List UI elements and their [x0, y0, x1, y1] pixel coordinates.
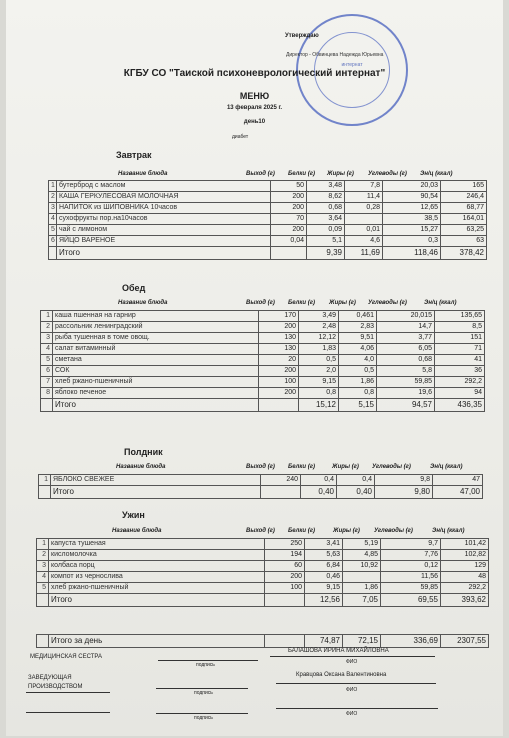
total-energy: 393,62	[441, 594, 489, 607]
dish-protein: 2,0	[299, 366, 339, 377]
row-number: 5	[37, 583, 49, 594]
col-header-carbs: Углеводы (г)	[374, 528, 413, 534]
dish-fat: 4,85	[343, 550, 381, 561]
dish-carbs: 9,7	[381, 539, 441, 550]
table-row	[41, 333, 485, 344]
dish-carbs: 14,7	[377, 322, 435, 333]
breakfast-table	[48, 180, 487, 260]
table-row	[41, 377, 485, 388]
director-line: Директор - Обвинцева Надежда Юрьевна	[286, 52, 384, 58]
row-number: 3	[37, 561, 49, 572]
row-number: 1	[37, 539, 49, 550]
table-row	[37, 572, 489, 583]
total-protein: 15,12	[299, 399, 339, 412]
row-number: 3	[49, 203, 57, 214]
dish-carbs: 38,5	[383, 214, 441, 225]
cell-empty	[265, 635, 305, 648]
col-header-protein: Белки (г)	[288, 464, 315, 470]
cell-empty	[49, 247, 57, 260]
dish-yield: 0,04	[271, 236, 307, 247]
seal-text: интернат	[341, 62, 363, 68]
section-title-dinner: Ужин	[122, 510, 145, 520]
dish-protein: 9,15	[299, 377, 339, 388]
col-header-yield: Выход (г)	[246, 464, 275, 470]
row-number: 5	[41, 355, 53, 366]
dish-protein: 2,48	[299, 322, 339, 333]
med-role: МЕДИЦИНСКАЯ СЕСТРА	[30, 654, 103, 660]
day-total-label: Итого за день	[49, 635, 265, 648]
dish-protein: 12,12	[299, 333, 339, 344]
row-number: 1	[39, 475, 51, 486]
day-total-fat: 72,15	[343, 635, 381, 648]
dish-yield: 200	[271, 203, 307, 214]
dish-name: рассольник ленинградский	[53, 322, 259, 333]
dish-yield: 200	[265, 572, 305, 583]
dish-name: кисломолочка	[49, 550, 265, 561]
row-number: 8	[41, 388, 53, 399]
day-total-table	[36, 634, 489, 648]
dish-energy: 292,2	[441, 583, 489, 594]
dish-energy: 246,4	[441, 192, 487, 203]
dish-protein: 0,4	[301, 475, 337, 486]
dish-fat	[345, 214, 383, 225]
sign-caption: подпись	[196, 662, 215, 668]
sign-caption: подпись	[194, 715, 213, 721]
cell-empty	[41, 399, 53, 412]
dish-yield: 200	[271, 225, 307, 236]
table-row	[41, 322, 485, 333]
row-number: 6	[41, 366, 53, 377]
col-header-name: Название блюда	[118, 171, 168, 177]
dish-energy: 8,5	[435, 322, 485, 333]
dish-protein: 3,48	[307, 181, 345, 192]
total-label: Итого	[53, 399, 259, 412]
dish-fat: 1,86	[339, 377, 377, 388]
total-fat: 7,05	[343, 594, 381, 607]
col-header-carbs: Углеводы (г)	[368, 171, 407, 177]
cell-empty	[39, 486, 51, 499]
row-number: 2	[37, 550, 49, 561]
col-header-name: Название блюда	[112, 528, 162, 534]
row-number: 4	[41, 344, 53, 355]
col-header-fat: Жиры (г)	[333, 528, 360, 534]
dish-fat: 10,92	[343, 561, 381, 572]
cell-empty	[265, 594, 305, 607]
lunch-table	[40, 310, 485, 412]
table-row	[49, 192, 487, 203]
dish-energy: 135,65	[435, 311, 485, 322]
table-row	[49, 203, 487, 214]
section-title-lunch: Обед	[122, 283, 146, 293]
dish-carbs: 20,015	[377, 311, 435, 322]
table-row	[41, 344, 485, 355]
col-header-name: Название блюда	[118, 300, 168, 306]
table-row	[41, 388, 485, 399]
signature-line	[158, 660, 258, 661]
dish-name: чай с лимоном	[57, 225, 271, 236]
day-total-row	[37, 635, 489, 648]
fio-caption: ФИО	[346, 659, 358, 665]
dish-energy: 164,01	[441, 214, 487, 225]
dish-name: сметана	[53, 355, 259, 366]
dish-energy: 292,2	[435, 377, 485, 388]
head-name: Кравцова Оксана Валентиновна	[296, 672, 387, 678]
fio-caption: ФИО	[346, 687, 358, 693]
sign-caption: подпись	[194, 690, 213, 696]
dish-fat: 7,8	[345, 181, 383, 192]
table-row	[49, 214, 487, 225]
col-header-protein: Белки (г)	[288, 528, 315, 534]
dish-protein: 5,1	[307, 236, 345, 247]
dish-yield: 20	[259, 355, 299, 366]
total-energy: 378,42	[441, 247, 487, 260]
col-header-energy: Эн/ц (ккал)	[432, 528, 465, 534]
cell-empty	[261, 486, 301, 499]
fio-caption: ФИО	[346, 711, 358, 717]
row-number: 6	[49, 236, 57, 247]
dish-yield: 100	[265, 583, 305, 594]
dish-carbs: 0,68	[377, 355, 435, 366]
dish-yield: 60	[265, 561, 305, 572]
dish-name: салат витаминный	[53, 344, 259, 355]
col-header-yield: Выход (г)	[246, 300, 275, 306]
dish-energy: 41	[435, 355, 485, 366]
dish-carbs: 11,56	[381, 572, 441, 583]
fio-line	[276, 708, 438, 709]
table-row	[37, 539, 489, 550]
menu-title: МЕНЮ	[239, 91, 270, 101]
total-carbs: 118,46	[383, 247, 441, 260]
dish-fat: 4,06	[339, 344, 377, 355]
col-header-protein: Белки (г)	[288, 300, 315, 306]
dish-carbs: 5,8	[377, 366, 435, 377]
dish-name: ЯЙЦО ВАРЕНОЕ	[57, 236, 271, 247]
dish-carbs: 0,3	[383, 236, 441, 247]
head-role-line2: ПРОИЗВОДСТВОМ	[28, 684, 83, 690]
section-title-snack: Полдник	[124, 447, 163, 457]
dish-energy: 68,77	[441, 203, 487, 214]
dish-energy: 71	[435, 344, 485, 355]
dish-carbs: 9,8	[375, 475, 433, 486]
total-fat: 5,15	[339, 399, 377, 412]
total-energy: 436,35	[435, 399, 485, 412]
section-title-breakfast: Завтрак	[116, 150, 152, 160]
dish-fat: 0,5	[339, 366, 377, 377]
total-carbs: 94,57	[377, 399, 435, 412]
dish-name: СОК	[53, 366, 259, 377]
dish-yield: 170	[259, 311, 299, 322]
total-label: Итого	[49, 594, 265, 607]
dish-yield: 200	[259, 322, 299, 333]
signature-line	[156, 713, 248, 714]
med-name: БАЛАШОВА ИРИНА МИХАЙЛОВНА	[288, 648, 389, 654]
row-number: 2	[41, 322, 53, 333]
table-row	[37, 583, 489, 594]
dish-fat: 4,0	[339, 355, 377, 366]
dish-carbs: 59,85	[377, 377, 435, 388]
dish-yield: 200	[259, 388, 299, 399]
dish-yield: 194	[265, 550, 305, 561]
dish-carbs: 20,03	[383, 181, 441, 192]
col-header-energy: Эн/ц (ккал)	[420, 171, 453, 177]
dish-name: бутерброд с маслом	[57, 181, 271, 192]
table-row	[39, 475, 483, 486]
dish-fat	[343, 572, 381, 583]
total-fat: 11,69	[345, 247, 383, 260]
role-line	[26, 712, 110, 713]
dish-name: каша пшенная на гарнир	[53, 311, 259, 322]
table-row	[37, 561, 489, 572]
head-role-line1: ЗАВЕДУЮЩАЯ	[28, 675, 72, 681]
dish-name: яблоко печеное	[53, 388, 259, 399]
dish-fat: 0,01	[345, 225, 383, 236]
role-line	[26, 692, 110, 693]
diet-label: диабет	[232, 134, 249, 140]
dish-carbs: 15,27	[383, 225, 441, 236]
col-header-protein: Белки (г)	[288, 171, 315, 177]
dish-carbs: 90,54	[383, 192, 441, 203]
table-row	[41, 366, 485, 377]
total-protein: 12,56	[305, 594, 343, 607]
total-carbs: 9,80	[375, 486, 433, 499]
dish-energy: 102,82	[441, 550, 489, 561]
dish-fat: 0,8	[339, 388, 377, 399]
total-carbs: 69,55	[381, 594, 441, 607]
dish-energy: 94	[435, 388, 485, 399]
total-label: Итого	[51, 486, 261, 499]
table-row	[41, 311, 485, 322]
dish-carbs: 12,65	[383, 203, 441, 214]
dinner-table	[36, 538, 489, 607]
total-protein: 9,39	[307, 247, 345, 260]
snack-table	[38, 474, 483, 499]
col-header-fat: Жиры (г)	[329, 300, 356, 306]
total-fat: 0,40	[337, 486, 375, 499]
dish-energy: 36	[435, 366, 485, 377]
dish-protein: 0,46	[305, 572, 343, 583]
dish-name: хлеб ржано-пшеничный	[49, 583, 265, 594]
dish-protein: 8,62	[307, 192, 345, 203]
dish-protein: 5,63	[305, 550, 343, 561]
total-row	[39, 486, 483, 499]
dish-fat: 9,51	[339, 333, 377, 344]
dish-yield: 240	[261, 475, 301, 486]
row-number: 2	[49, 192, 57, 203]
dish-fat: 4,6	[345, 236, 383, 247]
dish-energy: 129	[441, 561, 489, 572]
dish-carbs: 59,85	[381, 583, 441, 594]
dish-yield: 130	[259, 333, 299, 344]
dish-fat: 2,83	[339, 322, 377, 333]
table-row	[49, 181, 487, 192]
total-label: Итого	[57, 247, 271, 260]
dish-carbs: 0,12	[381, 561, 441, 572]
dish-name: КАША ГЕРКУЛЕСОВАЯ МОЛОЧНАЯ	[57, 192, 271, 203]
row-number: 4	[49, 214, 57, 225]
total-energy: 47,00	[433, 486, 483, 499]
table-row	[41, 355, 485, 366]
dish-name: сухофрукты пор.на10часов	[57, 214, 271, 225]
dish-protein: 3,41	[305, 539, 343, 550]
dish-energy: 63,25	[441, 225, 487, 236]
col-header-yield: Выход (г)	[246, 171, 275, 177]
cell-empty	[271, 247, 307, 260]
dish-protein: 0,09	[307, 225, 345, 236]
col-header-carbs: Углеводы (г)	[368, 300, 407, 306]
dish-name: капуста тушеная	[49, 539, 265, 550]
menu-day: день10	[243, 119, 266, 125]
dish-protein: 9,15	[305, 583, 343, 594]
cell-empty	[37, 594, 49, 607]
dish-carbs: 3,77	[377, 333, 435, 344]
dish-fat: 5,19	[343, 539, 381, 550]
dish-protein: 0,5	[299, 355, 339, 366]
dish-carbs: 6,05	[377, 344, 435, 355]
row-number: 7	[41, 377, 53, 388]
total-row	[49, 247, 487, 260]
cell-empty	[259, 399, 299, 412]
dish-energy: 151	[435, 333, 485, 344]
dish-protein: 0,68	[307, 203, 345, 214]
col-header-energy: Эн/ц (ккал)	[424, 300, 457, 306]
organization-title: КГБУ СО "Таиской психоневрологический интернат"	[123, 68, 386, 79]
col-header-name: Название блюда	[116, 464, 166, 470]
dish-protein: 1,83	[299, 344, 339, 355]
dish-yield: 200	[259, 366, 299, 377]
dish-name: ЯБЛОКО СВЕЖЕЕ	[51, 475, 261, 486]
total-row	[41, 399, 485, 412]
dish-yield: 200	[271, 192, 307, 203]
fio-line	[270, 656, 435, 657]
dish-energy: 63	[441, 236, 487, 247]
dish-yield: 70	[271, 214, 307, 225]
col-header-fat: Жиры (г)	[332, 464, 359, 470]
day-total-protein: 74,87	[305, 635, 343, 648]
dish-name: рыба тушенная в томе овощ.	[53, 333, 259, 344]
table-row	[49, 225, 487, 236]
dish-carbs: 7,76	[381, 550, 441, 561]
row-number: 5	[49, 225, 57, 236]
approve-label: Утверждаю	[285, 33, 319, 39]
dish-yield: 250	[265, 539, 305, 550]
col-header-fat: Жиры (г)	[327, 171, 354, 177]
dish-name: колбаса порц	[49, 561, 265, 572]
row-number: 3	[41, 333, 53, 344]
dish-energy: 48	[441, 572, 489, 583]
dish-protein: 3,49	[299, 311, 339, 322]
dish-fat: 0,4	[337, 475, 375, 486]
signature-line	[156, 688, 248, 689]
dish-protein: 3,64	[307, 214, 345, 225]
dish-energy: 165	[441, 181, 487, 192]
day-total-carbs: 336,69	[381, 635, 441, 648]
row-number: 4	[37, 572, 49, 583]
dish-protein: 6,84	[305, 561, 343, 572]
col-header-carbs: Углеводы (г)	[372, 464, 411, 470]
dish-name: компот из чернослива	[49, 572, 265, 583]
dish-yield: 50	[271, 181, 307, 192]
dish-yield: 100	[259, 377, 299, 388]
dish-yield: 130	[259, 344, 299, 355]
dish-fat: 0,28	[345, 203, 383, 214]
dish-energy: 47	[433, 475, 483, 486]
table-row	[49, 236, 487, 247]
dish-fat: 0,461	[339, 311, 377, 322]
dish-name: НАПИТОК из ШИПОВНИКА 10часов	[57, 203, 271, 214]
menu-date: 13 февраля 2025 г.	[226, 105, 283, 111]
row-number: 1	[49, 181, 57, 192]
day-total-energy: 2307,55	[441, 635, 489, 648]
total-row	[37, 594, 489, 607]
fio-line	[276, 683, 436, 684]
dish-protein: 0,8	[299, 388, 339, 399]
total-protein: 0,40	[301, 486, 337, 499]
col-header-yield: Выход (г)	[246, 528, 275, 534]
dish-energy: 101,42	[441, 539, 489, 550]
col-header-energy: Эн/ц (ккал)	[430, 464, 463, 470]
dish-carbs: 19,6	[377, 388, 435, 399]
cell-empty	[37, 635, 49, 648]
table-row	[37, 550, 489, 561]
row-number: 1	[41, 311, 53, 322]
dish-fat: 1,86	[343, 583, 381, 594]
dish-fat: 11,4	[345, 192, 383, 203]
dish-name: хлеб ржано-пшеничный	[53, 377, 259, 388]
